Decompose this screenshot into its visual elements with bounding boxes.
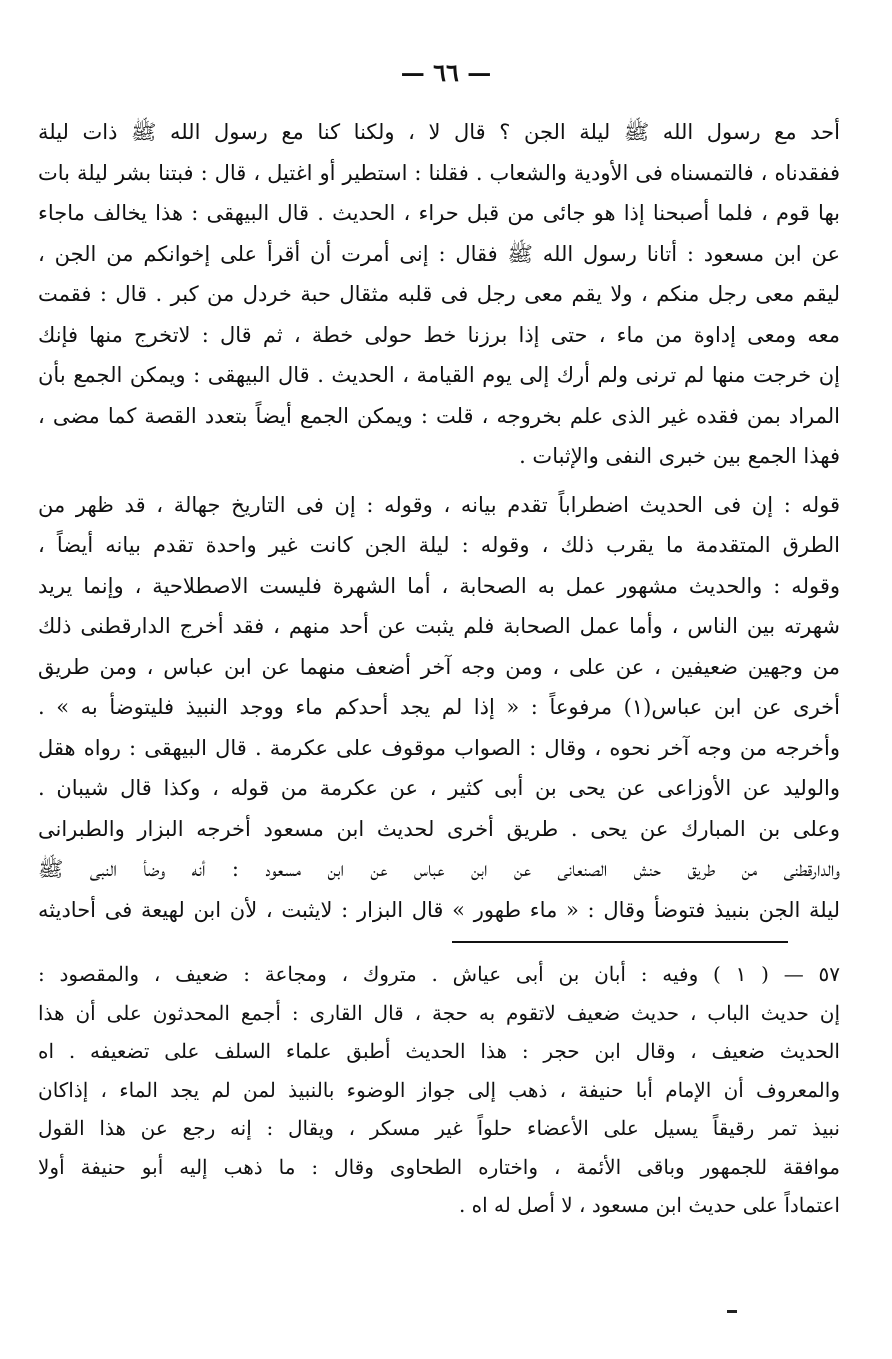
text-line: ففقدناه ، فالتمسناه فى الأودية والشعاب . فقلنا : استطير أو اغتيل ، قال : فبتنا بشر ليلة بات: [38, 160, 840, 185]
text-line: وأخرجه من وجه آخر نحوه ، وقال : الصواب موقوف على عكرمة . قال البيهقى : رواه هقل: [38, 735, 840, 760]
text-line: ليلة الجن بنبيذ فتوضأ وقال : « ماء طهور » قال البزار : لايثبت ، لأن ابن لهيعة فى أحاديثه: [38, 897, 840, 922]
text-line: المراد بمن فقده غير الذى علم بخروجه ، قلت : ويمكن الجمع أيضاً بتعدد القصة كما مضى ،: [38, 403, 840, 428]
paragraph-gap: [38, 477, 840, 485]
text-line: وعلى بن المبارك عن يحى . طريق أخرى لحديث ابن مسعود أخرجه البزار والطبرانى: [38, 816, 840, 841]
footnote-line: ٥٧ — ( ١ ) وفيه : أبان بن أبى عياش . متروك ، ومجاعة : ضعيف ، والمقصود :: [38, 962, 840, 986]
footnote-line: والمعروف أن الإمام أبا حنيفة ، ذهب إلى جواز الوضوء بالنبيذ لمن لم يجد الماء ، إذاكان: [38, 1077, 840, 1102]
text-line: والوليد عن الأوزاعى عن يحى بن أبى كثير ، عن عكرمة من قوله ، وكذا قال شيبان .: [38, 776, 840, 800]
footnote-line: موافقة للجمهور وباقى الأئمة ، واختاره الطحاوى وقال : ما ذهب إليه أبو حنيفة أولا: [38, 1154, 840, 1179]
text-line: شهرته بين الناس ، وأما عمل الصحابة فلم يثبت عن أحد منهم ، فقد أخرج الدارقطنى ذلك: [38, 614, 840, 638]
text-line: الطرق المتقدمة ما يقرب ذلك ، وقوله : ليلة الجن كانت غير واحدة تقدم بيانه أيضاً ،: [38, 533, 840, 557]
main-text-block: [38, 112, 840, 930]
footnote-line: اعتماداً على حديث ابن مسعود ، لا أصل له اه .: [458, 1193, 840, 1217]
footnote-line: إن حديث الباب ، حديث ضعيف لاتقوم به حجة ، قال القارى : أجمع المحدثون على أن هذا: [38, 1000, 840, 1025]
text-line: قوله : إن فى الحديث اضطراباً تقدم بيانه ، وقوله : إن فى التاريخ جهالة ، قد ظهر من: [38, 492, 840, 517]
text-line: إن خرجت منها لم ترنى ولم أرك إلى يوم القيامة ، الحديث . قال البيهقى : ويمكن الجمع بأن: [38, 363, 840, 387]
text-line: من وجهين ضعيفين ، عن على ، ومن وجه آخر أضعف منهما عن ابن عباس ، ومن طريق: [38, 654, 840, 679]
page-number: — ٦٦ —: [400, 58, 492, 87]
text-line: أحد مع رسول الله ﷺ ليلة الجن ؟ قال لا ، ولكنا كنا مع رسول الله ﷺ ذات ليلة: [38, 120, 840, 144]
text-line: أخرى عن ابن عباس(١) مرفوعاً : « إذا لم يجد أحدكم ماء ووجد النبيذ فليتوضأ به » .: [38, 695, 840, 719]
text-line: بها قوم ، فلما أصبحنا إذا هو جائى من قبل حراء ، الحديث . قال البيهقى : هذا يخالف ماجاء: [38, 201, 840, 225]
footnote-block: [38, 955, 840, 1225]
text-line: معه ومعى إداوة من ماء ، حتى إذا برزنا خط حولى خطة ، ثم قال : لاتخرج منها فإنك: [38, 322, 840, 347]
text-line: فهذا الجمع بين خبرى النفى والإثبات .: [519, 444, 840, 468]
text-line: والدارقطنى من طريق حنش الصنعانى عن ابن عباس عن ابن مسعود : أنه وضأ النبى ﷺ: [38, 857, 840, 881]
footnote-line: نبيذ تمر رقيقاً يسيل على الأعضاء حلواً غير مسكر ، ويقال : إنه رجع عن هذا القول: [38, 1116, 840, 1140]
footnote-line: الحديث ضعيف ، وقال ابن حجر : هذا الحديث أطبق علماء السلف على تضعيفه . اه: [38, 1039, 840, 1063]
text-line: وقوله : والحديث مشهور عمل به الصحابة ، أما الشهرة فليست الاصطلاحية ، وإنما يريد: [38, 573, 840, 598]
footnote-separator: [452, 941, 788, 943]
text-line: ليقم معى رجل منكم ، ولا يقم معى رجل فى قلبه مثقال حبة خردل من كبر . قال : فقمت: [38, 282, 840, 306]
text-line: عن ابن مسعود : أتانا رسول الله ﷺ فقال : إنى أمرت أن أقرأ على إخوانكم من الجن ،: [38, 241, 840, 266]
print-mark: [727, 1310, 737, 1313]
